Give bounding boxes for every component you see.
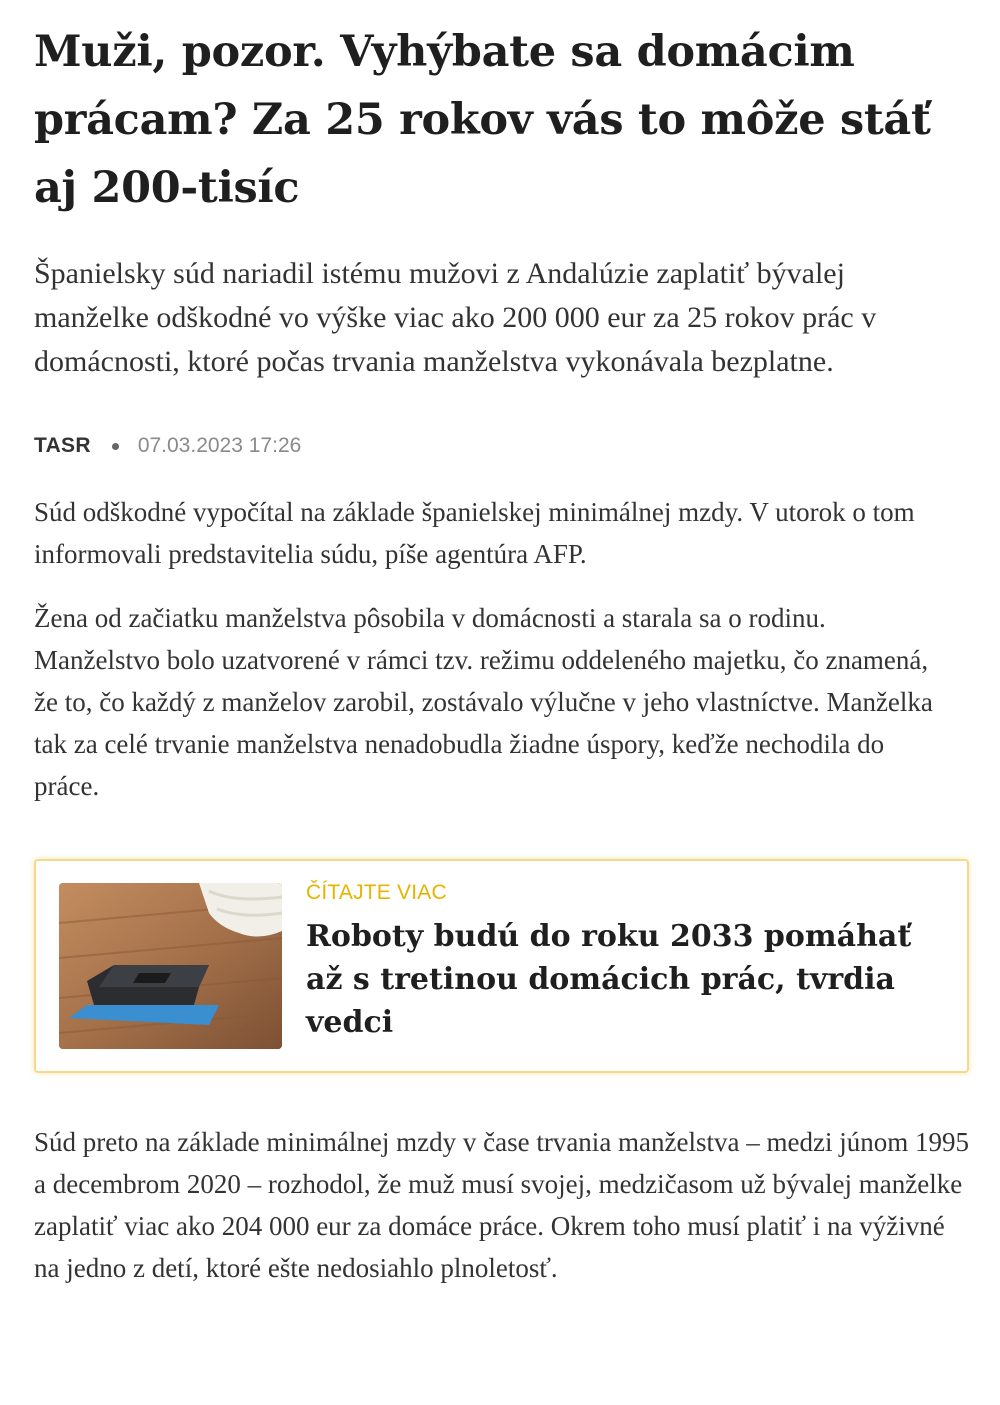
article xyxy=(34,18,974,1289)
article-meta xyxy=(34,431,974,461)
article-paragraph-2: Žena od začiatku manželstva pôsobila v domácnosti a starala sa o rodinu. Manželstvo bolo uzatvorené v rámci tzv. režimu oddeleného majetku, čo znamená, že to, čo každý z manželov zarobil, zostávalo výlučne v jeho vlastníctve. Manželka tak za celé trvanie manželstva nenadobudla žiadne úspory, keďže nechodila do práce. xyxy=(34,603,933,801)
article-source[interactable]: TASR xyxy=(34,434,91,457)
related-article-card[interactable] xyxy=(34,859,969,1073)
robot-vacuum-icon xyxy=(59,883,282,1049)
article-paragraph-1: Súd odškodné vypočítal na základe španielskej minimálnej mzdy. V utorok o tom informovali predstavitelia súdu, píše agentúra AFP. xyxy=(34,497,915,569)
related-article-text xyxy=(306,880,956,1044)
article-title: Muži, pozor. Vyhýbate sa domácim prácam? Za 25 rokov vás to môže stáť aj 200-tisíc xyxy=(34,27,931,213)
related-article-kicker: ČÍTAJTE VIAC xyxy=(306,880,447,904)
related-article-title[interactable]: Roboty budú do roku 2033 pomáhať až s tretinou domácich prác, tvrdia vedci xyxy=(306,918,912,1040)
related-article-image[interactable] xyxy=(59,883,282,1049)
article-date: 07.03.2023 17:26 xyxy=(137,434,302,457)
article-paragraph-3: Súd preto na základe minimálnej mzdy v čase trvania manželstva – medzi júnom 1995 a decembrom 2020 – rozhodol, že muž musí svojej, medzičasom už bývalej manželke zaplatiť viac ako 204 000 eur za domáce práce. Okrem toho musí platiť i na výživné na jedno z detí, ktoré ešte nedosiahlo plnoletosť. xyxy=(34,1127,969,1283)
separator-dot xyxy=(112,443,119,450)
article-perex: Španielsky súd nariadil istému mužovi z Andalúzie zaplatiť bývalej manželke odškodné vo výške viac ako 200 000 eur za 25 rokov prác v domácnosti, ktoré počas trvania manželstva vykonávala bezplatne. xyxy=(34,257,877,378)
article-body-continued xyxy=(34,1121,974,1289)
